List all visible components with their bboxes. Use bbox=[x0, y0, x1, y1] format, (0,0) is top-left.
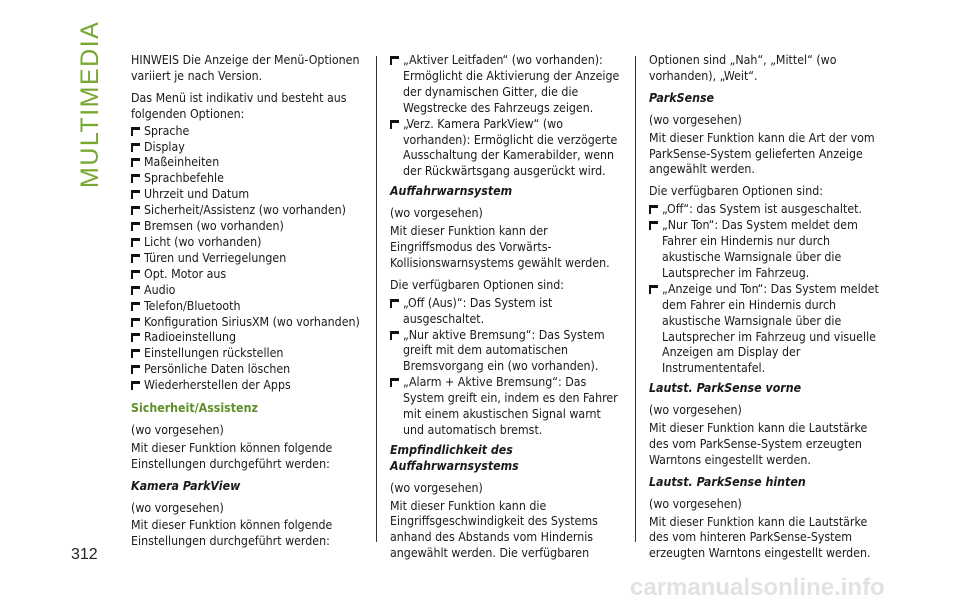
list-item-text: Sicherheit/Assistenz (wo vorhanden) bbox=[144, 203, 346, 218]
list-item bbox=[649, 218, 887, 282]
parksense-options-list bbox=[649, 202, 887, 377]
auffahr-availability: (wo vorgesehen) bbox=[390, 206, 483, 221]
kamera-heading: Kamera ParkView bbox=[131, 478, 241, 493]
list-item bbox=[131, 283, 366, 299]
list-item-text: „Off“: das System ist ausgeschaltet. bbox=[662, 202, 862, 217]
list-item-text: Telefon/Bluetooth bbox=[144, 298, 241, 313]
bullet-icon bbox=[131, 174, 140, 183]
vorne-text: Mit dieser Funktion kann die Lautstärke des vom ParkSense-System erzeugten Warntons eingestellt werden. bbox=[649, 421, 868, 467]
list-item bbox=[131, 267, 366, 283]
list-item-text: Türen und Verriegelungen bbox=[144, 250, 287, 265]
auffahr-heading: Auffahrwarnsystem bbox=[390, 184, 513, 199]
note-text: HINWEIS Die Anzeige der Menü-Optionen variiert je nach Version. bbox=[131, 53, 360, 83]
list-item-text: Bremsen (wo vorhanden) bbox=[144, 219, 284, 234]
list-item bbox=[390, 296, 620, 328]
bullet-icon bbox=[131, 302, 140, 311]
bullet-icon bbox=[131, 381, 140, 390]
bullet-icon bbox=[390, 299, 399, 308]
empf-heading: Empfindlichkeit des Auffahrwarnsystems bbox=[390, 442, 519, 473]
list-item-text: Opt. Motor aus bbox=[144, 266, 227, 281]
list-item bbox=[390, 375, 620, 439]
kamera-options-list bbox=[390, 53, 620, 180]
column-divider bbox=[376, 56, 377, 542]
bullet-icon bbox=[131, 143, 140, 152]
list-item bbox=[131, 155, 366, 171]
list-item-text: Audio bbox=[144, 282, 176, 297]
column-divider bbox=[635, 56, 636, 542]
list-item bbox=[131, 251, 366, 267]
list-item-text: Licht (wo vorhanden) bbox=[144, 234, 262, 249]
bullet-icon bbox=[131, 190, 140, 199]
bullet-icon bbox=[131, 318, 140, 327]
list-item-text: „Anzeige und Ton“: Das System meldet dem Fahrer ein Hindernis durch akustische Warnsignale über die Lautsprecher im Fahrzeug und visuelle Anzeigen am Display der Instrumententafel. bbox=[662, 281, 879, 376]
bullet-icon bbox=[131, 365, 140, 374]
bullet-icon bbox=[131, 349, 140, 358]
list-item bbox=[131, 171, 366, 187]
page-number: 312 bbox=[71, 546, 98, 563]
kamera-availability: (wo vorgesehen) bbox=[131, 500, 224, 515]
list-item-text: Wiederherstellen der Apps bbox=[144, 378, 291, 393]
auffahr-options-list bbox=[390, 296, 620, 439]
bullet-icon bbox=[131, 206, 140, 215]
bullet-icon bbox=[131, 270, 140, 279]
section-heading: Sicherheit/Assistenz bbox=[131, 401, 258, 416]
kamera-text: Mit dieser Funktion können folgende Einstellungen durchgeführt werden: bbox=[131, 518, 333, 549]
parksense-availability: (wo vorgesehen) bbox=[649, 112, 742, 127]
list-item bbox=[131, 315, 366, 331]
list-item bbox=[649, 202, 887, 218]
list-item bbox=[131, 140, 366, 156]
bullet-icon bbox=[390, 331, 399, 340]
bullet-icon bbox=[390, 378, 399, 387]
list-item bbox=[131, 124, 366, 140]
list-item bbox=[131, 346, 366, 362]
bullet-icon bbox=[131, 222, 140, 231]
list-item-text: „Aktiver Leitfaden“ (wo vorhanden): Ermöglicht die Aktivierung der Anzeige der dynamischen Gitter, die die Wegstrecke des Fahrzeugs zeigen. bbox=[403, 53, 620, 115]
list-item-text: Persönliche Daten löschen bbox=[144, 362, 291, 377]
hinten-text: Mit dieser Funktion kann die Lautstärke des vom hinteren ParkSense-System erzeugten Warntons eingestellt werden. bbox=[649, 514, 871, 561]
bullet-icon bbox=[390, 56, 399, 65]
parksense-text: Mit dieser Funktion kann die Art der vom ParkSense-System gelieferten Anzeige angewählt werden. bbox=[649, 130, 875, 177]
parksense-options: Die verfügbaren Optionen sind: bbox=[649, 184, 824, 199]
auffahr-options: Die verfügbaren Optionen sind: bbox=[390, 277, 565, 292]
intro-text: Das Menü ist indikativ und besteht aus folgenden Optionen: bbox=[131, 90, 347, 121]
list-item-text: Display bbox=[144, 139, 185, 154]
menu-options-list bbox=[131, 124, 366, 394]
list-item bbox=[390, 53, 620, 117]
hinten-availability: (wo vorgesehen) bbox=[649, 496, 742, 511]
section-text: Mit dieser Funktion können folgende Einstellungen durchgeführt werden: bbox=[131, 440, 333, 471]
column-2 bbox=[390, 53, 620, 568]
list-item bbox=[390, 117, 620, 181]
list-item bbox=[649, 282, 887, 377]
list-item-text: Radioeinstellung bbox=[144, 330, 237, 345]
bullet-icon bbox=[649, 221, 658, 230]
hinten-heading: Lautst. ParkSense hinten bbox=[649, 474, 806, 489]
list-item-text: „Nur Ton“: Das System meldet dem Fahrer ein Hindernis nur durch akustische Warnsignale über die Lautsprecher im Fahrzeug. bbox=[662, 218, 858, 280]
list-item-text: Konfiguration SiriusXM (wo vorhanden) bbox=[144, 314, 360, 329]
vorne-availability: (wo vorgesehen) bbox=[649, 403, 742, 418]
bullet-icon bbox=[131, 238, 140, 247]
watermark: carmanualsonline.info bbox=[630, 574, 885, 601]
section-availability: (wo vorgesehen) bbox=[131, 422, 224, 437]
list-item-text: „Off (Aus)“: Das System ist ausgeschaltet. bbox=[403, 295, 553, 326]
list-item bbox=[131, 299, 366, 315]
list-item-text: Sprachbefehle bbox=[144, 171, 224, 186]
list-item bbox=[131, 362, 366, 378]
bullet-icon bbox=[390, 120, 399, 129]
bullet-icon bbox=[131, 286, 140, 295]
continued-text: Optionen sind „Nah“, „Mittel“ (wo vorhanden), „Weit“. bbox=[649, 53, 837, 83]
auffahr-text: Mit dieser Funktion kann der Eingriffsmodus des Vorwärts-Kollisionswarnsystems gewählt werden. bbox=[390, 224, 610, 270]
bullet-icon bbox=[131, 127, 140, 136]
bullet-icon bbox=[131, 333, 140, 342]
list-item bbox=[131, 187, 366, 203]
column-1 bbox=[131, 53, 366, 556]
column-3 bbox=[649, 53, 887, 568]
list-item-text: Sprache bbox=[144, 123, 190, 138]
bullet-icon bbox=[649, 205, 658, 214]
section-title: MULTIMEDIA bbox=[76, 20, 104, 188]
list-item bbox=[131, 203, 366, 219]
bullet-icon bbox=[649, 285, 658, 294]
list-item bbox=[131, 378, 366, 394]
bullet-icon bbox=[131, 254, 140, 263]
list-item-text: „Alarm + Aktive Bremsung“: Das System greift ein, indem es den Fahrer mit einem akustischen Signal warnt und automatisch bremst. bbox=[403, 375, 618, 437]
list-item-text: Einstellungen rückstellen bbox=[144, 346, 284, 361]
list-item bbox=[131, 219, 366, 235]
list-item-text: „Nur aktive Bremsung“: Das System greift mit dem automatischen Bremsvorgang ein (wo vorhanden). bbox=[403, 327, 605, 374]
bullet-icon bbox=[131, 158, 140, 167]
list-item bbox=[390, 328, 620, 376]
list-item-text: „Verz. Kamera ParkView“ (wo vorhanden): Ermöglicht die verzögerte Ausschaltung der Kamerabilder, wenn der Rückwärtsgang ausgerückt wird. bbox=[403, 116, 618, 179]
list-item-text: Maßeinheiten bbox=[144, 155, 220, 170]
empf-availability: (wo vorgesehen) bbox=[390, 480, 483, 495]
parksense-heading: ParkSense bbox=[649, 90, 715, 105]
list-item bbox=[131, 330, 366, 346]
empf-text: Mit dieser Funktion kann die Eingriffsgeschwindigkeit des Systems anhand des Abstands vom Hindernis angewählt werden. Die verfügbaren bbox=[390, 498, 598, 561]
list-item bbox=[131, 235, 366, 251]
vorne-heading: Lautst. ParkSense vorne bbox=[649, 381, 802, 396]
list-item-text: Uhrzeit und Datum bbox=[144, 187, 250, 202]
